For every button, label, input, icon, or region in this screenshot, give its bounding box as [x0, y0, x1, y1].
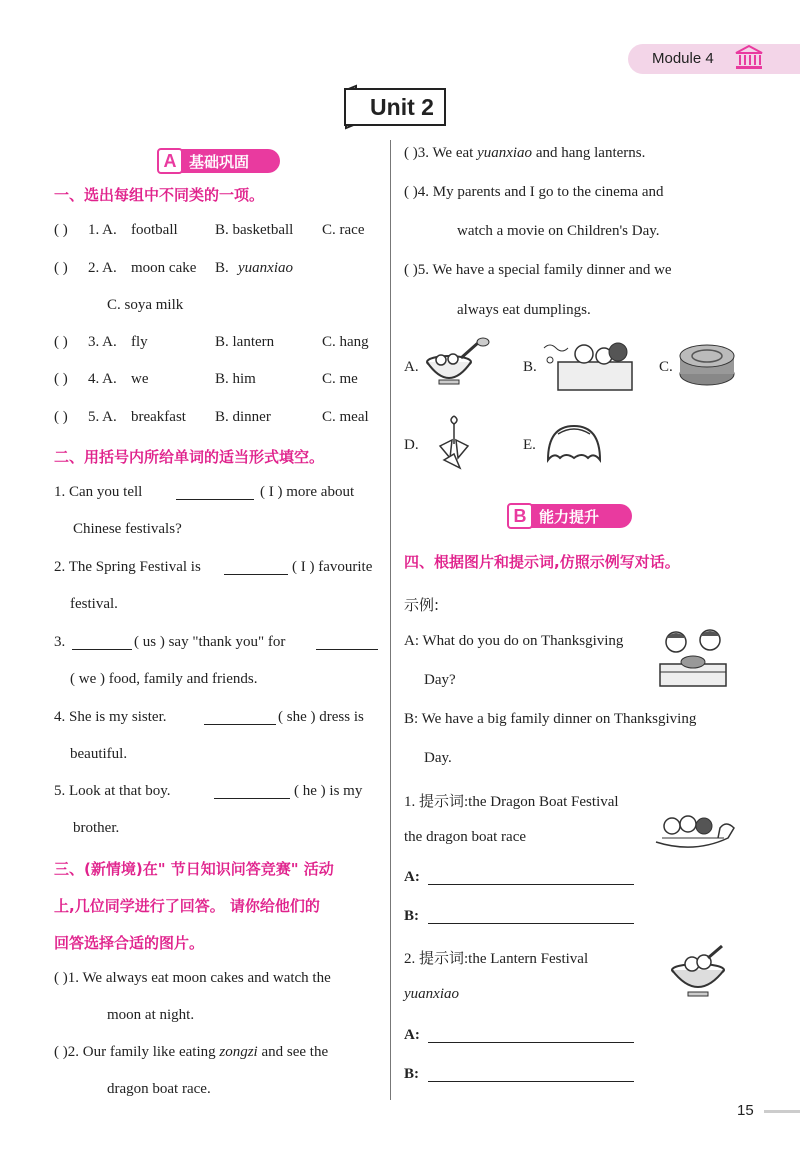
- task2-a-label: A:: [404, 1027, 420, 1043]
- option-a: football: [131, 222, 178, 238]
- task1-a-label: A:: [404, 869, 420, 885]
- part2-q3-cont: ( we ) food, family and friends.: [70, 671, 258, 687]
- part4-title: 四、根据图片和提示词,仿照示例写对话。: [404, 553, 680, 571]
- part3-q4: ( )4. My parents and I go to the cinema and: [404, 184, 664, 200]
- part3-title-line1: 三、(新情境)在" 节日知识问答竞赛" 活动: [54, 860, 334, 878]
- zongzi-icon: [430, 414, 478, 474]
- task2-hint-cont: yuanxiao: [404, 986, 459, 1002]
- option-c: C. race: [322, 222, 365, 238]
- part2-title: 二、用括号内所给单词的适当形式填空。: [54, 448, 325, 466]
- part3-q3-end: and hang lanterns.: [535, 145, 646, 161]
- dragon-boat-icon: [654, 808, 736, 854]
- answer-paren[interactable]: ( ): [54, 260, 68, 276]
- part3-q4-cont: watch a movie on Children's Day.: [457, 223, 660, 239]
- moon-cake-icon: [678, 340, 736, 388]
- column-divider: [390, 140, 391, 1100]
- answer-paren[interactable]: ( ): [54, 222, 68, 238]
- option-b-word: yuanxiao: [238, 260, 293, 276]
- section-b-letter: B: [507, 503, 533, 529]
- building-icon: [735, 45, 763, 71]
- option-b: B. him: [215, 371, 256, 387]
- part2-q3-blank-1[interactable]: [72, 649, 132, 650]
- option-b: B. basketball: [215, 222, 294, 238]
- item-number: 2. A.: [88, 260, 117, 276]
- pic-label-d: D.: [404, 437, 419, 453]
- task1-a-answer[interactable]: [428, 884, 634, 885]
- option-a: fly: [131, 334, 148, 350]
- part2-q1-end: ( I ) more about: [260, 484, 355, 500]
- section-b-label: 能力提升: [539, 507, 600, 526]
- yuanxiao-bowl-icon: [668, 944, 730, 1000]
- part2-q4-blank[interactable]: [204, 724, 276, 725]
- option-c: C. soya milk: [107, 297, 184, 313]
- option-b: B. dinner: [215, 409, 271, 425]
- part3-q2-cont: dragon boat race.: [107, 1081, 211, 1097]
- part2-q5-cont: brother.: [73, 820, 120, 836]
- part2-q2-cont: festival.: [70, 596, 118, 612]
- part3-q3: [404, 145, 645, 162]
- pic-label-e: E.: [523, 437, 536, 453]
- thanksgiving-dinner-icon: [656, 626, 730, 690]
- section-a-label: 基础巩固: [189, 152, 250, 171]
- option-c: C. hang: [322, 334, 369, 350]
- option-c: C. meal: [322, 409, 369, 425]
- section-a-badge: [160, 149, 280, 173]
- section-a-letter: A: [157, 148, 183, 174]
- pic-label-b: B.: [523, 359, 537, 375]
- part3-q3-word: yuanxiao: [477, 145, 533, 161]
- part3-title-line3: 回答选择合适的图片。: [54, 934, 205, 952]
- module-label: Module 4: [652, 50, 714, 67]
- part3-q2: [54, 1044, 328, 1061]
- part2-q3-blank-2[interactable]: [316, 649, 378, 650]
- part2-q1-blank[interactable]: [176, 499, 254, 500]
- option-b: B. lantern: [215, 334, 275, 350]
- unit-title: Unit 2: [344, 88, 446, 126]
- part3-q2-word: zongzi: [219, 1044, 258, 1060]
- part2-q4-start: 4. She is my sister.: [54, 709, 167, 725]
- yuanxiao-bowl-icon: [423, 336, 491, 388]
- part2-q4-cont: beautiful.: [70, 746, 128, 762]
- part3-q3-text: ( )3. We eat: [404, 145, 474, 161]
- page-number: 15: [737, 1102, 754, 1119]
- part2-q2-start: 2. The Spring Festival is: [54, 559, 201, 575]
- part2-q2-blank[interactable]: [224, 574, 288, 575]
- item-number: 5. A.: [88, 409, 117, 425]
- part3-q1-cont: moon at night.: [107, 1007, 195, 1023]
- option-b: B.: [215, 260, 229, 276]
- answer-paren[interactable]: ( ): [54, 334, 68, 350]
- task1-b-label: B:: [404, 908, 419, 924]
- option-a: we: [131, 371, 149, 387]
- dumpling-icon: [544, 422, 604, 464]
- part2-q5-blank[interactable]: [214, 798, 290, 799]
- option-c: C. me: [322, 371, 358, 387]
- part2-q4-end: ( she ) dress is: [278, 709, 364, 725]
- part2-q5-start: 5. Look at that boy.: [54, 783, 171, 799]
- part3-q2-text: ( )2. Our family like eating: [54, 1044, 216, 1060]
- example-label: 示例:: [404, 596, 440, 614]
- task2-a-answer[interactable]: [428, 1042, 634, 1043]
- task1-hint-cont: the dragon boat race: [404, 829, 527, 845]
- example-a-line1: A: What do you do on Thanksgiving: [404, 633, 624, 649]
- answer-paren[interactable]: ( ): [54, 371, 68, 387]
- example-a-line2: Day?: [424, 672, 456, 688]
- task2-hint: 2. 提示词:the Lantern Festival: [404, 951, 589, 967]
- option-a: breakfast: [131, 409, 186, 425]
- task1-b-answer[interactable]: [428, 923, 634, 924]
- part3-q2-end: and see the: [261, 1044, 329, 1060]
- pic-label-a: A.: [404, 359, 419, 375]
- item-number: 1. A.: [88, 222, 117, 238]
- task2-b-label: B:: [404, 1066, 419, 1082]
- section-b-badge: [510, 504, 632, 528]
- item-number: 3. A.: [88, 334, 117, 350]
- part2-q5-end: ( he ) is my: [294, 783, 363, 799]
- part3-q5-cont: always eat dumplings.: [457, 302, 591, 318]
- task2-b-answer[interactable]: [428, 1081, 634, 1082]
- part2-q3-mid: ( us ) say "thank you" for: [134, 634, 286, 650]
- example-b-line2: Day.: [424, 750, 452, 766]
- part3-q5: ( )5. We have a special family dinner and we: [404, 262, 672, 278]
- part2-q3-start: 3.: [54, 634, 66, 650]
- option-a: moon cake: [131, 260, 197, 276]
- item-number: 4. A.: [88, 371, 117, 387]
- answer-paren[interactable]: ( ): [54, 409, 68, 425]
- part2-q1-cont: Chinese festivals?: [73, 521, 182, 537]
- family-cinema-icon: [542, 338, 634, 392]
- page-number-rule: [764, 1110, 800, 1113]
- task1-hint: 1. 提示词:the Dragon Boat Festival: [404, 794, 619, 810]
- part3-q1: ( )1. We always eat moon cakes and watch the: [54, 970, 331, 986]
- part3-title-line2: 上,几位同学进行了回答。 请你给他们的: [54, 897, 320, 915]
- example-b-line1: B: We have a big family dinner on Thanksgiving: [404, 711, 697, 727]
- part2-q2-end: ( I ) favourite: [292, 559, 373, 575]
- part2-q1-start: 1. Can you tell: [54, 484, 143, 500]
- part1-title: 一、选出每组中不同类的一项。: [54, 186, 265, 204]
- pic-label-c: C.: [659, 359, 673, 375]
